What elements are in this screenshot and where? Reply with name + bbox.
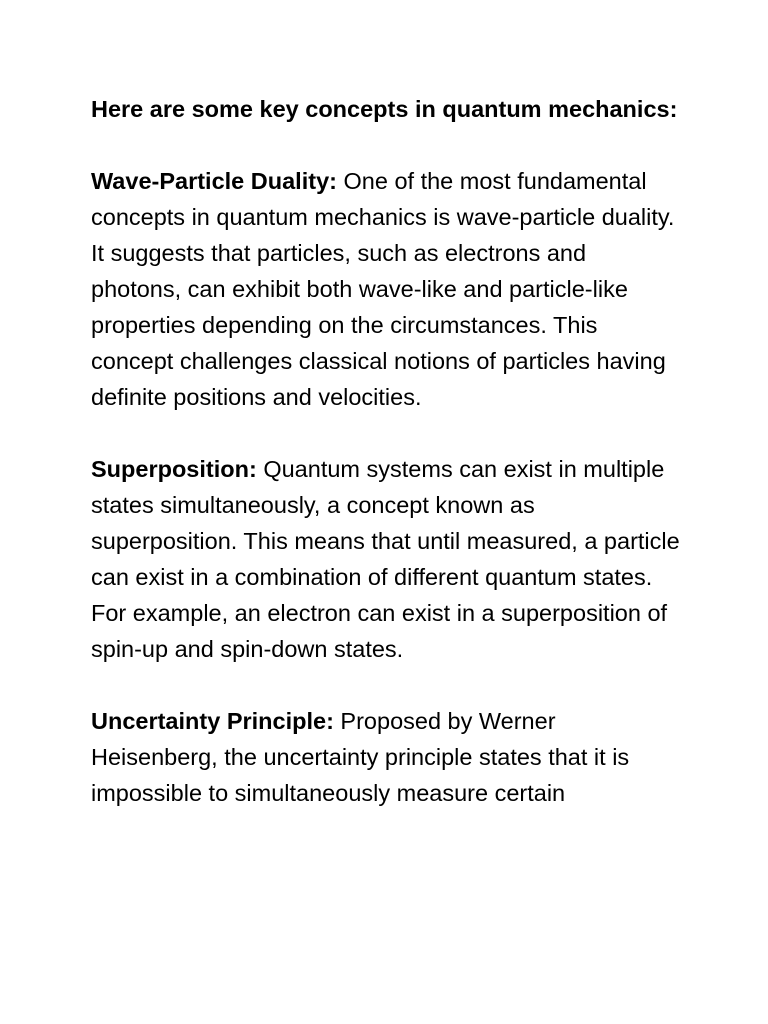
section-text: Proposed by Werner Heisenberg, the uncertainty principle states that it is impossible to simultaneously measure certain [91, 708, 630, 806]
section-term: Wave-Particle Duality: [91, 168, 337, 194]
section-term: Uncertainty Principle: [91, 708, 334, 734]
document-page [91, 91, 681, 847]
document-heading: Here are some key concepts in quantum mechanics: [91, 96, 678, 122]
section-uncertainty-principle [91, 703, 681, 811]
section-text: Quantum systems can exist in multiple states simultaneously, a concept known as superposition. This means that until measured, a particle can exist in a combination of different quantum states. For example, an electron can exist in a superposition of spin-up and spin-down states. [91, 456, 680, 662]
section-superposition [91, 451, 681, 667]
section-text: One of the most fundamental concepts in quantum mechanics is wave-particle duality. It suggests that particles, such as electrons and photons, can exhibit both wave-like and particle-like properties depending on the circumstances. This concept challenges classical notions of particles having definite positions and velocities. [91, 168, 675, 410]
section-term: Superposition: [91, 456, 257, 482]
section-wave-particle-duality [91, 163, 681, 415]
